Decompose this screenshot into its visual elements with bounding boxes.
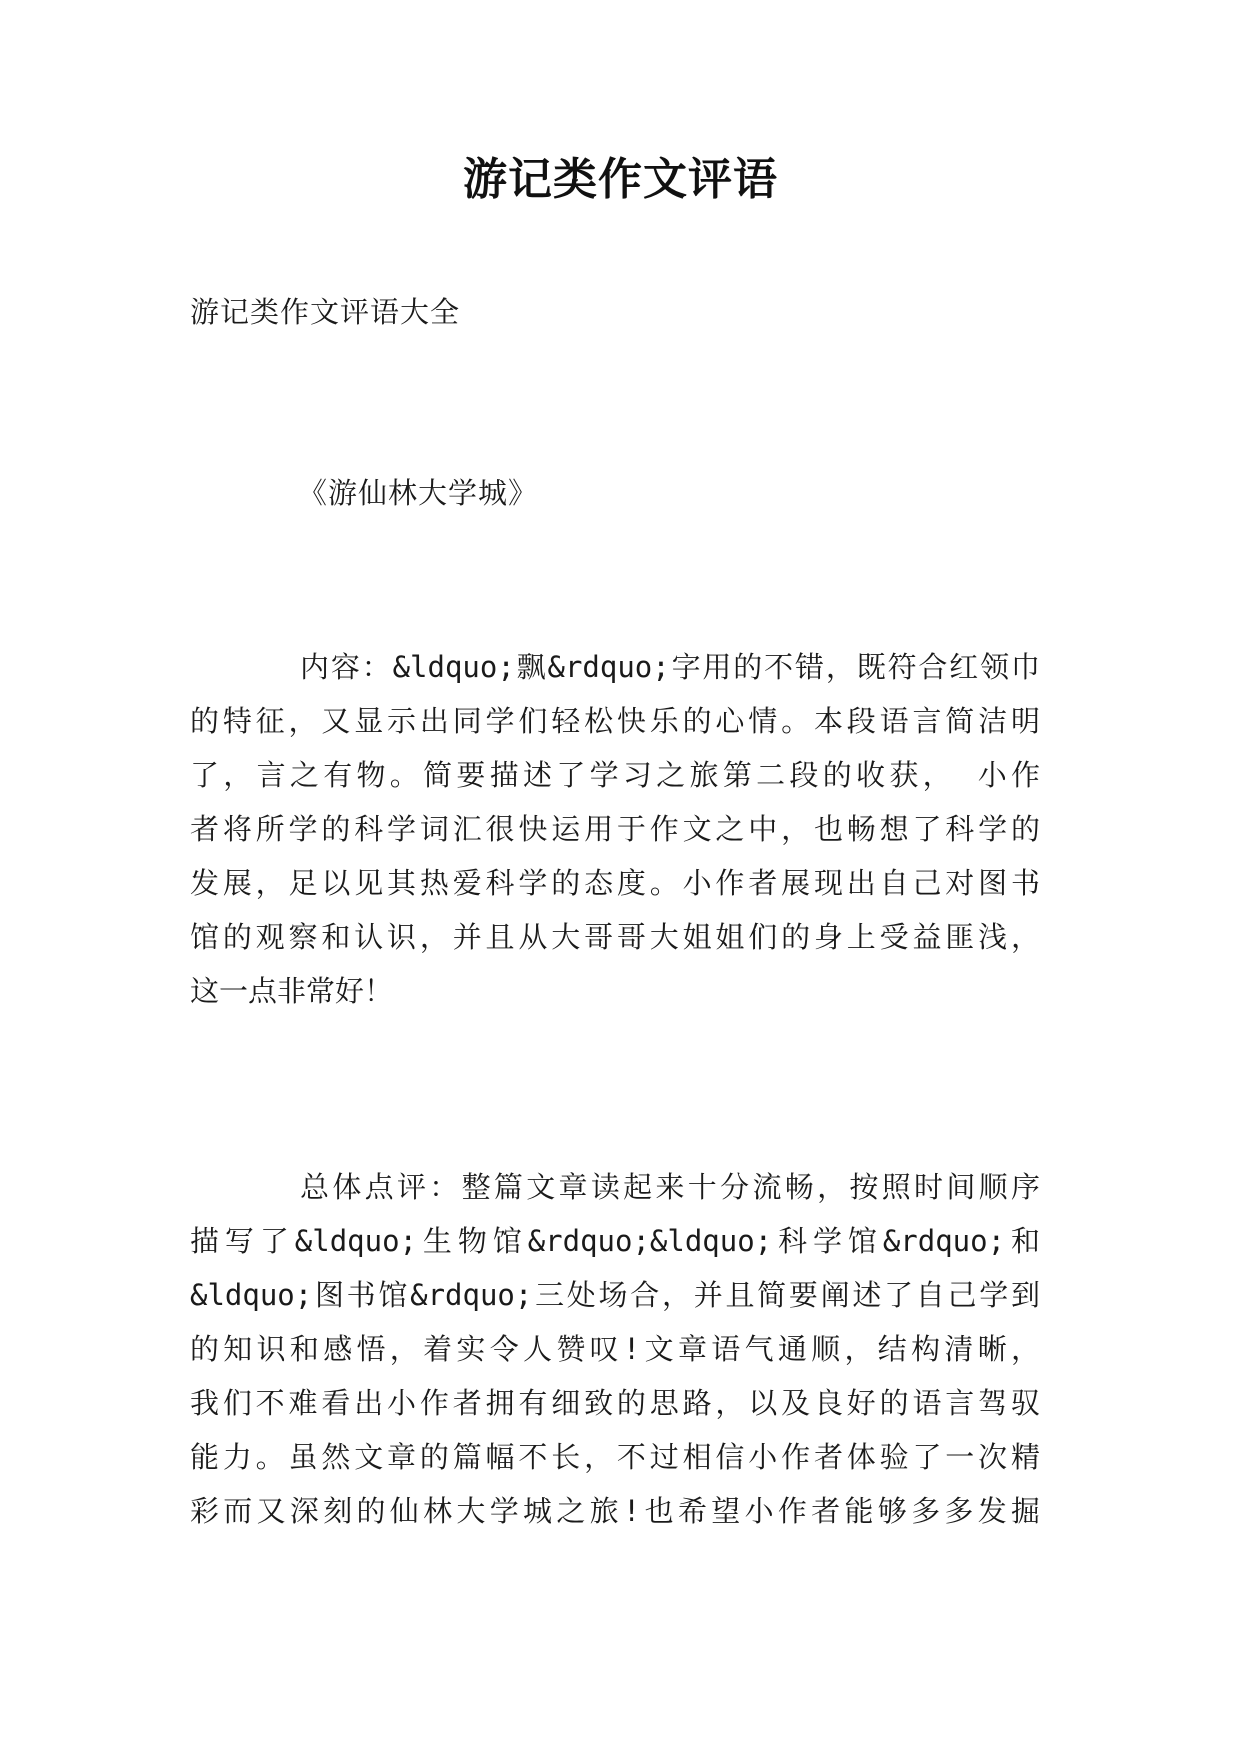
document-title: 游记类作文评语	[463, 154, 778, 205]
comment-paragraph-overall	[190, 1160, 1040, 1538]
essay-title: 《游仙林大学城》	[298, 476, 539, 510]
paragraph-line: 描写了&ldquo;生物馆&rdquo;&ldquo;科学馆&rdquo;和	[190, 1224, 1040, 1258]
paragraph-line: 总体点评：整篇文章读起来十分流畅，按照时间顺序	[300, 1170, 1040, 1204]
paragraph-line: 了，言之有物。简要描述了学习之旅第二段的收获， 小作	[190, 758, 1040, 792]
paragraph-line: 的知识和感悟，着实令人赞叹!文章语气通顺，结构清晰，	[190, 1332, 1040, 1366]
paragraph-line: 我们不难看出小作者拥有细致的思路，以及良好的语言驾驭	[190, 1386, 1040, 1420]
paragraph-line: 者将所学的科学词汇很快运用于作文之中，也畅想了科学的	[190, 812, 1040, 846]
comment-paragraph-content	[190, 640, 1040, 1018]
paragraph-line: 这一点非常好！	[190, 974, 394, 1008]
paragraph-line: 内容：&ldquo;飘&rdquo;字用的不错，既符合红领巾	[300, 650, 1040, 684]
paragraph-line: 馆的观察和认识，并且从大哥哥大姐姐们的身上受益匪浅，	[190, 920, 1040, 954]
paragraph-line: &ldquo;图书馆&rdquo;三处场合，并且简要阐述了自己学到	[190, 1278, 1040, 1312]
paragraph-line: 发展，足以见其热爱科学的态度。小作者展现出自己对图书	[190, 866, 1040, 900]
document-subtitle: 游记类作文评语大全	[190, 295, 461, 329]
paragraph-line: 能力。虽然文章的篇幅不长，不过相信小作者体验了一次精	[190, 1440, 1040, 1474]
paragraph-line: 的特征，又显示出同学们轻松快乐的心情。本段语言简洁明	[190, 704, 1040, 738]
paragraph-line: 彩而又深刻的仙林大学城之旅!也希望小作者能够多多发掘	[190, 1494, 1040, 1528]
